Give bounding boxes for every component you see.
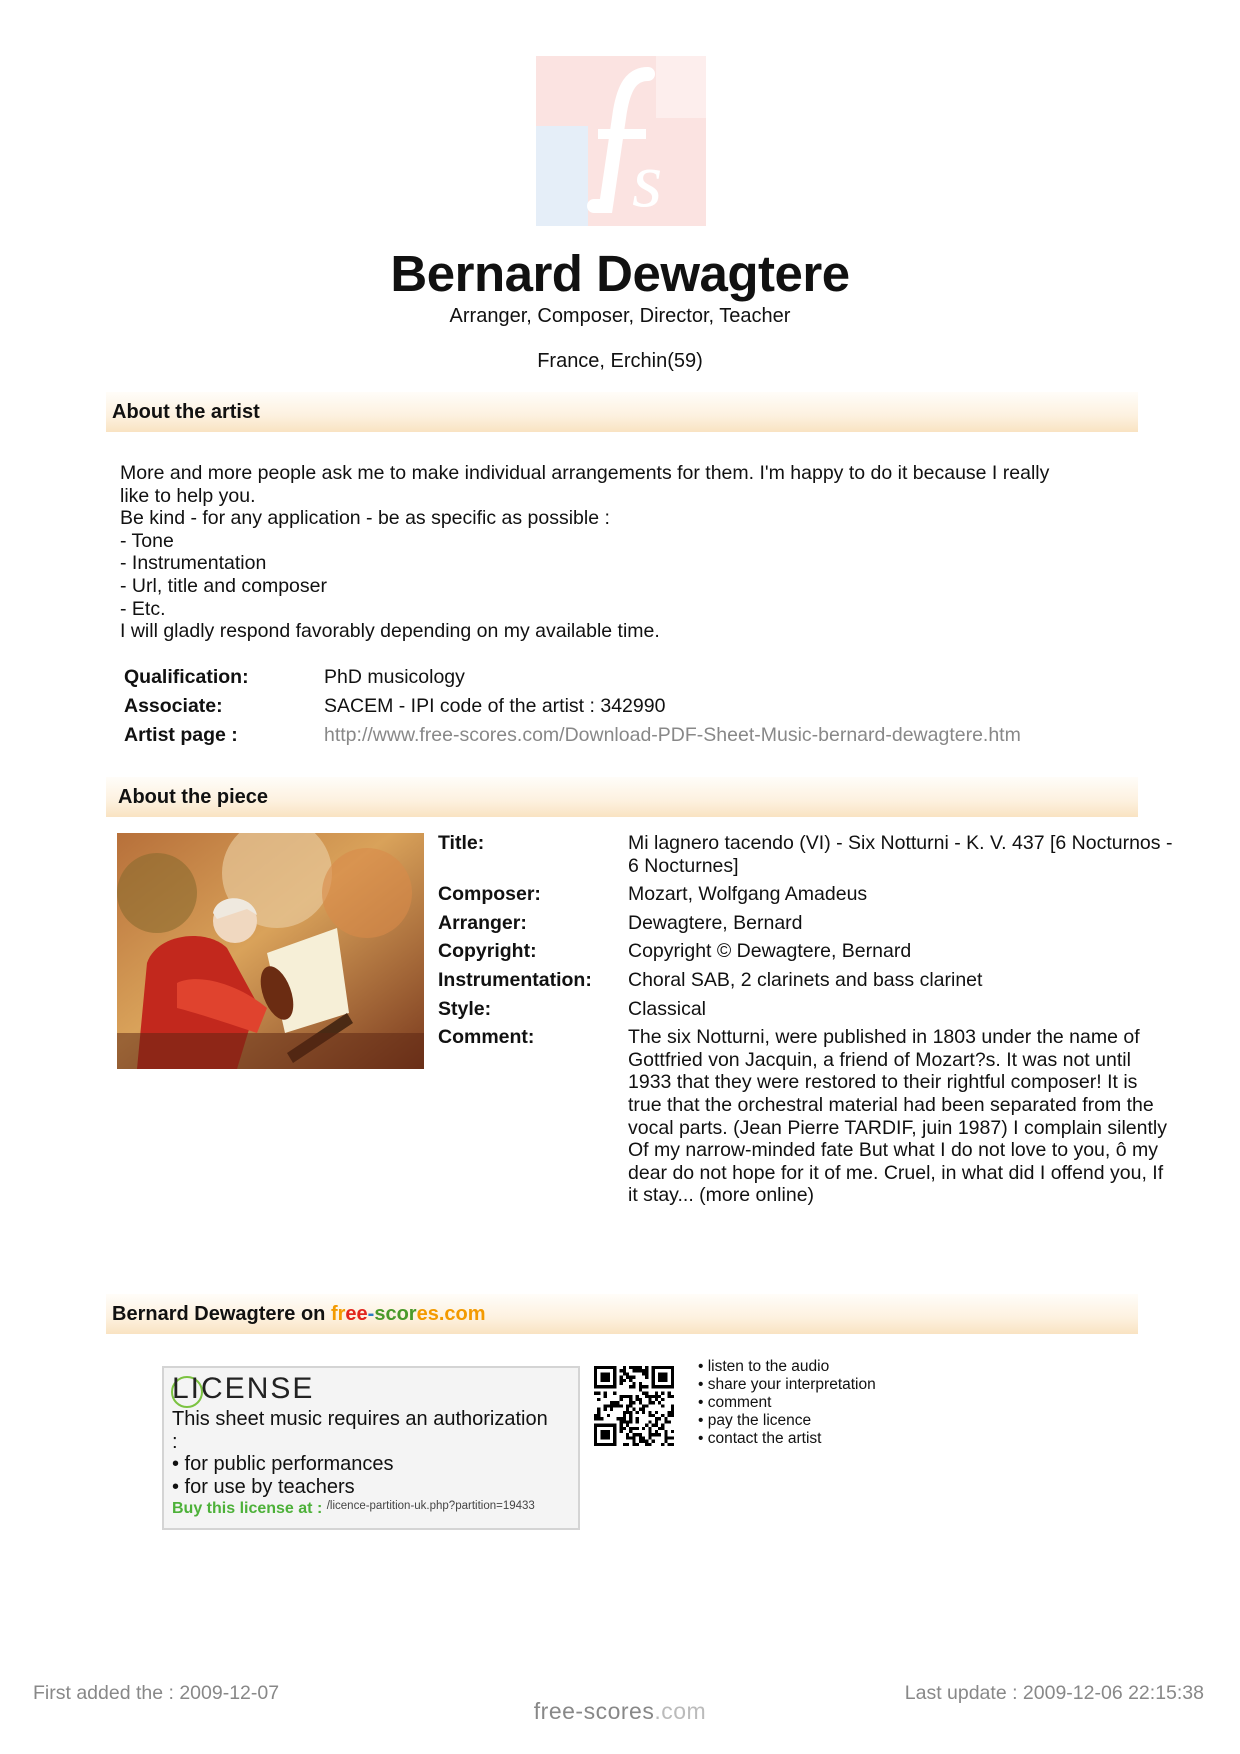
license-title: LICENSE — [172, 1372, 315, 1405]
qr-code-icon[interactable] — [594, 1366, 674, 1446]
brand-part: scor — [374, 1303, 417, 1325]
action-share: • share your interpretation — [698, 1376, 876, 1393]
on-site-prefix: Bernard Dewagtere on — [112, 1303, 331, 1325]
license-line: This sheet music requires an authorization — [172, 1408, 548, 1430]
qualification-value: PhD musicology — [324, 666, 465, 688]
table-row — [438, 1026, 1173, 1213]
instrumentation-label: Instrumentation: — [438, 968, 592, 991]
arranger-value: Dewagtere, Bernard — [628, 911, 803, 934]
instrumentation-value: Choral SAB, 2 clarinets and bass clarinet — [628, 968, 983, 991]
about-piece-heading: About the piece — [106, 777, 1138, 817]
about-line: Be kind - for any application - be as specific as possible : — [120, 507, 610, 530]
action-pay: • pay the licence — [698, 1412, 812, 1429]
title-label: Title: — [438, 832, 485, 854]
about-line: - Tone — [120, 529, 174, 552]
table-row — [438, 969, 1173, 998]
arranger-label: Arranger: — [438, 911, 527, 934]
about-line: like to help you. — [120, 484, 256, 507]
action-comment: • comment — [698, 1394, 772, 1411]
license-line: • for use by teachers — [172, 1475, 355, 1498]
about-artist-text — [120, 462, 1130, 643]
footer-brand — [0, 1698, 1240, 1725]
table-row — [438, 940, 1173, 969]
copyright-label: Copyright: — [438, 940, 537, 963]
title-value: Mi lagnero tacendo (VI) - Six Notturni - K. V. 437 [6 Nocturnos - 6 Nocturnes] — [628, 832, 1173, 877]
piece-info-table — [438, 832, 1173, 1213]
about-line: More and more people ask me to make individual arrangements for them. I'm happy to do it because I really — [120, 462, 1050, 484]
composer-label: Composer: — [438, 883, 541, 906]
license-body — [172, 1408, 572, 1498]
footer-brand-tld: .com — [654, 1698, 707, 1724]
brand-part: ee — [345, 1303, 368, 1325]
table-row — [124, 724, 1021, 753]
comment-label: Comment: — [438, 1026, 535, 1049]
brand-part: fr — [330, 1303, 346, 1325]
artist-page-link[interactable]: http://www.free-scores.com/Download-PDF-Sheet-Music-bernard-dewagtere.htm — [324, 724, 1021, 746]
table-row — [438, 883, 1173, 912]
mozart-painting-image — [117, 833, 424, 1069]
associate-value: SACEM - IPI code of the artist : 342990 — [324, 695, 666, 717]
about-line: - Instrumentation — [120, 552, 267, 575]
artist-page-label: Artist page : — [124, 724, 238, 746]
license-line: • for public performances — [172, 1453, 394, 1476]
about-artist-heading: About the artist — [106, 392, 1138, 432]
artist-location: France, Erchin(59) — [537, 350, 703, 372]
footer-brand-name: free-scores — [533, 1698, 655, 1724]
artist-roles: Arranger, Composer, Director, Teacher — [449, 305, 791, 327]
action-listen: • listen to the audio — [698, 1358, 830, 1375]
artist-name: Bernard Dewagtere — [390, 245, 850, 302]
artist-on-site-heading — [106, 1294, 1138, 1334]
style-label: Style: — [438, 997, 492, 1020]
associate-label: Associate: — [124, 695, 223, 717]
actions-list — [698, 1358, 876, 1448]
about-line: - Url, title and composer — [120, 574, 327, 597]
qualification-label: Qualification: — [124, 666, 249, 688]
table-row — [438, 832, 1173, 883]
about-line: - Etc. — [120, 597, 166, 620]
table-row — [124, 695, 1021, 724]
style-value: Classical — [628, 997, 707, 1020]
free-scores-logo — [536, 56, 706, 226]
buy-license-label: Buy this license at : — [172, 1500, 323, 1517]
license-line: : — [172, 1430, 178, 1453]
about-line: I will gladly respond favorably depending on my available time. — [120, 620, 660, 643]
buy-license-url[interactable]: /licence-partition-uk.php?partition=19433 — [326, 1500, 535, 1512]
copyright-value: Copyright © Dewagtere, Bernard — [628, 940, 912, 963]
table-row — [438, 912, 1173, 941]
brand-part: es.com — [416, 1303, 486, 1325]
license-box — [162, 1366, 580, 1530]
table-row — [438, 998, 1173, 1027]
svg-text:s: s — [632, 136, 663, 223]
artist-info-table — [124, 666, 1021, 753]
license-buy[interactable] — [172, 1500, 535, 1518]
table-row — [124, 666, 1021, 695]
last-update-date: Last update : 2009-12-06 22:15:38 — [904, 1682, 1204, 1704]
action-contact: • contact the artist — [698, 1430, 822, 1447]
brand-part: - — [367, 1303, 375, 1325]
first-added-date: First added the : 2009-12-07 — [33, 1682, 280, 1704]
composer-value: Mozart, Wolfgang Amadeus — [628, 883, 868, 906]
comment-value: The six Notturni, were published in 1803 under the name of Gottfried von Jacquin, a friend of Mozart?s. It was not until 1933 that they were restored to their rightful composer! It is true that the orchestral material had been separated from the vocal parts. (Jean Pierre TARDIF, juin 1987) I complain silently Of my narrow-minded fate But what I do not love to you, ô my dear do not hope for it of me. Cruel, in what did I offend you, If it stay... (more online) — [628, 1026, 1168, 1207]
